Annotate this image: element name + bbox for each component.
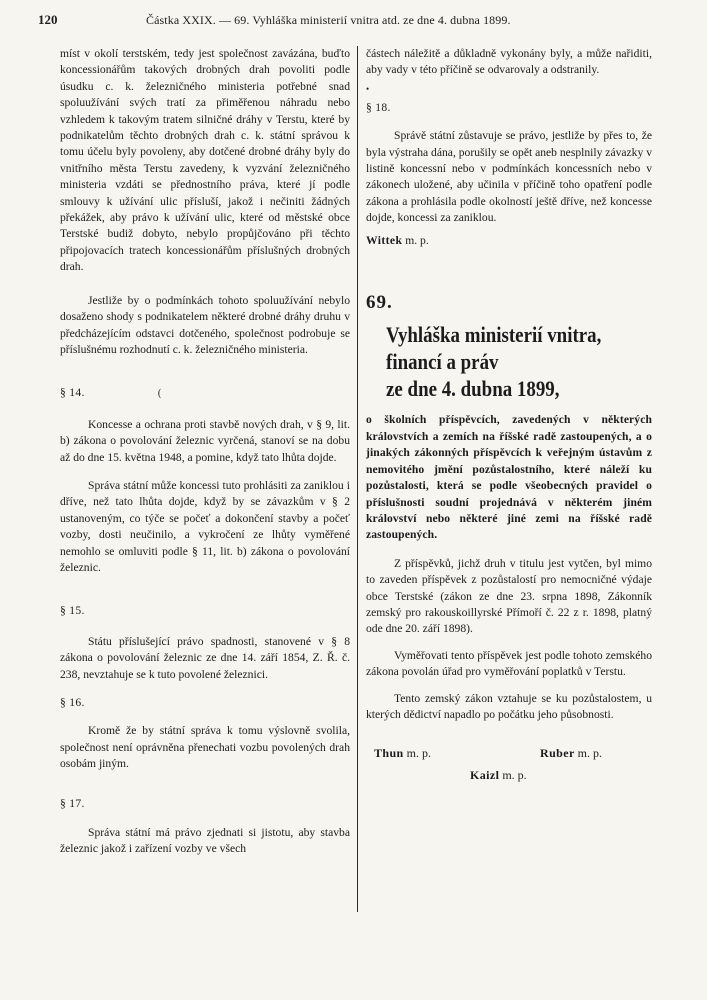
section-heading-18: § 18. <box>366 100 391 114</box>
ink-dot: • <box>366 83 370 94</box>
paragraph: Státu příslušející právo spadnosti, stanovené v § 8 zákona o povolování železnic ze dne 14. září 1854, Z. Ř. č. 238, nevztahuje se k tuto povolené železnici. <box>60 634 350 681</box>
column-divider <box>357 46 358 912</box>
section-heading-15: § 15. <box>60 604 85 618</box>
section-heading-17: § 17. <box>60 796 85 810</box>
title-line-2: financí a práv <box>386 349 499 375</box>
page-header <box>38 12 667 30</box>
paragraph: Správě státní zůstavuje se právo, jestliže by přes to, že byla výstraha dána, porušily se opět aneb nesplnily závazky v listině koncessní nebo v podmínkách koncessních nebo v zákonech uložené, aby učinila v příčině toho opatření podle zákona a prohlásila podle okolností ještě dříve, než koncesse dojde, koncessi za zaniklou. <box>366 129 652 225</box>
paragraph: Tento zemský zákon vztahuje se ku pozůstalostem, u kterých dědictví napadlo po počátku jeho působnosti. <box>366 691 652 721</box>
left-column <box>60 46 350 858</box>
signatures <box>366 745 652 789</box>
paragraph: Kromě že by státní správa k tomu výslovně svolila, společnost není oprávněna přenechati vozbu povolených drah osobám jiným. <box>60 724 350 771</box>
section-heading-14: § 14. ( <box>60 385 350 402</box>
paragraph: míst v okolí terstském, tedy jest společnost zavázána, buďto koncessionářům takových drobných drah povoliti podle úsudku c. k. železničného ministeria potřebné snad spoluužívání svých tratí za přiměřenou náhradu nebo vzhledem k takovým tratem silničné dráhy v Terstu, které by podnikatelům těchto drobných drah c. k. státní správou k tomu účelu byly povoleny, aby dotčené drobné dráhy byly do vnitřního města Terstu zavedeny, k vyzvání železničného ministeria vzdáti se přednostního práva, které jí podle smlouvy k užívání ulic přísluší, jakož i nečiniti žádných překážek, aby právo k užívání ulic, které od městské obce Terstské budiž dobyto, nebylo propůjčováno při těchto připojovacích tratech koncessionářům příslušných drobných drah. <box>60 47 350 274</box>
document-number: 69. <box>366 292 393 314</box>
paragraph: Správa státní může koncessi tuto prohlásiti za zaniklou i dříve, než tato lhůta dojde, když by se závazkům v § 2 ustanoveným, co týče se počeť a dokončení stavby a počeť vozby, dosti neučinilo, a vykročení ze lhůty vyměřené nemohlo se omluviti podle § 11, lit. b) zákona o povolování železnic. <box>60 478 350 574</box>
subtitle: o školních příspěvcích, zavedených v některých královstvích a zemích na říšské radě zastoupených, a o jinakých zákonných příspěvcích k veřejným ústavům z nemovitého jmění pozůstalostního, které náleží ku pozůstalosti, která se podle všeobecných pravidel o příslušnosti soudní projednává v některém jiném království nebo některé jiné zemi na říšské radě zastoupených. <box>366 413 652 542</box>
paragraph: Jestliže by o podmínkách tohoto spoluužívání nebylo dosaženo shody s podnikatelem některé drobné dráhy druhu v předcházejícím odstavci dotčeného, společnost podrobuje se příslušnému rozhodnutí c. k. železničného ministeria. <box>60 293 350 356</box>
paragraph: Koncesse a ochrana proti stavbě nových drah, v § 9, lit. b) zákona o povolování železnic vyrčená, stanoví se na dobu až do dne 15. května 1948, a pomine, když tato lhůta dojde. <box>60 417 350 464</box>
paragraph: Z příspěvků, jichž druh v titulu jest vytčen, byl mimo to zaveden příspěvek z pozůstalostí pro nemocničné výdaje obce Terstské (zákon ze dne 23. srpna 1898, Zákonník zemský pro rakouskoillyrské Přímoří č. 22 z r. 1898, platný ode dne 20. září 1898). <box>366 556 652 636</box>
paragraph: Vyměřovati tento příspěvek jest podle tohoto zemského zákona povolán úřad pro vyměřování poplatků v Terstu. <box>366 648 652 679</box>
signature-ruber: Ruber m. p. <box>540 746 603 761</box>
stray-mark: ( <box>157 388 162 400</box>
paragraph: Správa státní má právo zjednati si jistotu, aby stavba železnic jakož i zařízení vozby ve všech <box>60 826 350 856</box>
signature-thun: Thun m. p. <box>374 746 431 761</box>
signature-kaizl: Kaizl m. p. <box>470 768 527 783</box>
paragraph: částech náležitě a důkladně vykonány byly, a může nařiditi, aby vady v této příčině se odvarovaly a odstranily. <box>366 47 652 77</box>
right-column <box>366 46 652 789</box>
running-title: Částka XXIX. — 69. Vyhláška ministerií vnitra atd. ze dne 4. dubna 1899. <box>146 13 511 27</box>
title-line-3: ze dne 4. dubna 1899, <box>386 376 560 402</box>
page-number: 120 <box>38 12 58 27</box>
section-heading-16: § 16. <box>60 696 85 709</box>
signature-wittek: Wittek m. p. <box>366 233 429 247</box>
title-line-1: Vyhláška ministerií vnitra, <box>386 322 602 348</box>
